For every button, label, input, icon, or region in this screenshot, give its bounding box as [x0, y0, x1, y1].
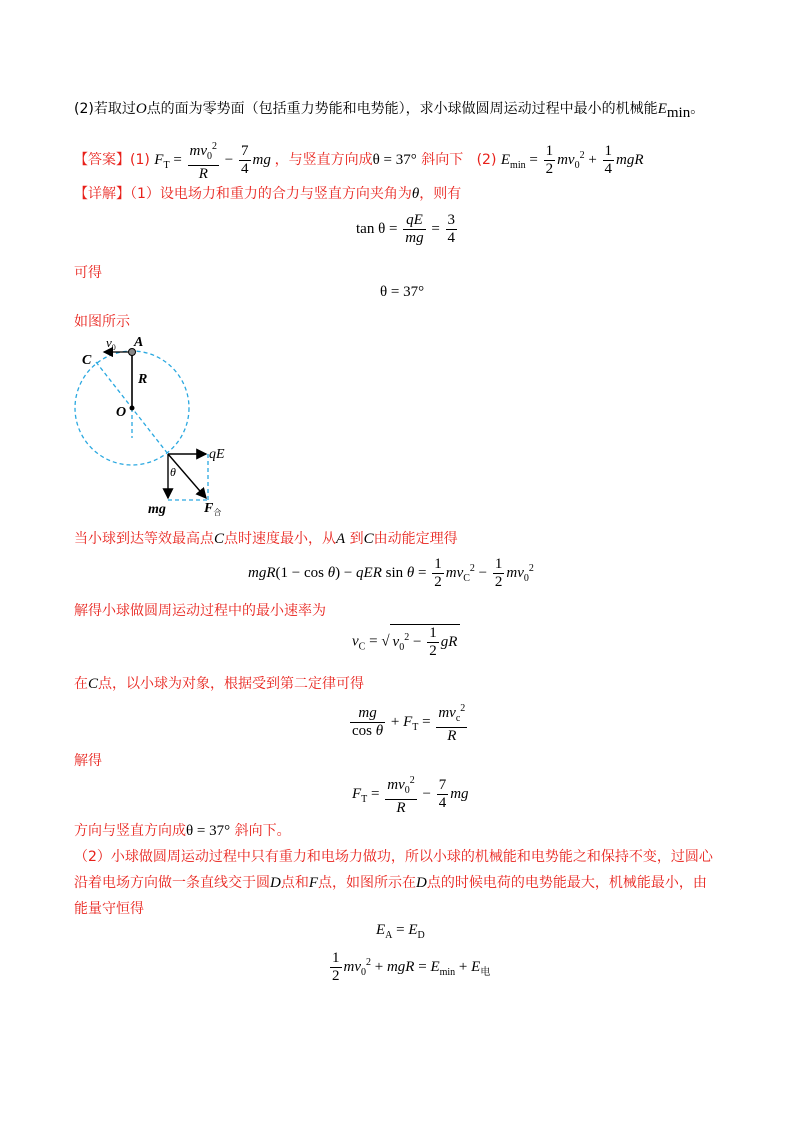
at-C-line: [74, 673, 364, 693]
at-C-C: C: [88, 676, 99, 692]
label-v0: $v_0$: [106, 335, 116, 352]
min-speed-A: A: [336, 531, 346, 547]
part2-line2-d: 点的时候电荷的电势能最大，机械能最小，由: [426, 875, 707, 891]
direction-a: 方向与竖直方向成: [74, 823, 186, 839]
equation-EA-ED: $E_A = E_D$: [376, 922, 425, 941]
part2-line2-F: F: [308, 875, 319, 891]
answer-tag: 【答案】: [74, 151, 130, 168]
point-O: [130, 406, 135, 411]
part2-line2: [74, 872, 707, 892]
detail-intro-theta: θ: [411, 186, 420, 202]
min-speed-C: C: [214, 531, 225, 547]
label-mg: mg: [148, 502, 166, 517]
part2-line2-D2: D: [416, 875, 427, 891]
answer-part1-tail: 斜向下: [421, 151, 464, 168]
part2-line2-b: 点和: [280, 875, 309, 891]
answer-part2-formula: $E_{min}$ = $\frac{1}{2}$ $mv_0^2$ + $\frac{1}{4}$ mgR: [500, 143, 644, 177]
question-point-O: O: [135, 101, 147, 117]
answer-part2-label: (2): [476, 151, 497, 168]
answer-theta-eq: θ = 37°: [372, 151, 417, 168]
label-R: R: [138, 372, 148, 387]
jiede-label: 解得: [74, 753, 102, 769]
at-C-a: 在: [74, 676, 88, 692]
equation-tan: tan θ = $\frac{qE}{mg}$ = $\frac{3}{4}$: [356, 212, 456, 246]
label-O: O: [116, 405, 127, 420]
eq-tan-num1: qE: [406, 212, 423, 228]
question-symbol-sub: min: [666, 104, 691, 121]
question-end: 。: [690, 101, 705, 117]
min-speed-b: 点时速度最小，从: [224, 531, 337, 547]
eq-tan-num2: 3: [447, 212, 456, 228]
detail-intro: [74, 183, 461, 203]
question-text-a: 若取过: [93, 101, 136, 117]
force-diagram: [66, 330, 236, 520]
answer-part1-formula: $F_T$ = $\frac{mv_0^2}{R}$ − $\frac{7}{4}$ mg: [154, 152, 274, 168]
theta-result: θ = 37°: [380, 284, 425, 300]
min-speed-C2: C: [363, 531, 374, 547]
solve-min-speed: 解得小球做圆周运动过程中的最小速率为: [74, 603, 326, 619]
eq-tan-den2: 4: [447, 230, 456, 246]
question-text-b: 点的面为零势面（包括重力势能和电势能），求小球做圆周运动过程中最小的机械能: [146, 101, 658, 117]
part2-line1: （2）小球做圆周运动过程中只有重力和电场力做功，所以小球的机械能和电势能之和保持不变，过圆心: [74, 849, 713, 865]
eq-tan-den1: mg: [405, 230, 424, 246]
part2-line3: 能量守恒得: [74, 901, 144, 917]
equation-vc: $v_C$ = √ $v_0^2$ − $\frac{1}{2}$ gR: [352, 624, 460, 660]
label-theta: θ: [170, 465, 176, 479]
at-C-b: 点，以小球为对象，根据受到第二定律可得: [98, 676, 365, 692]
question-line: [74, 98, 704, 122]
detail-intro-text: （1）设电场力和重力的合力与竖直方向夹角为: [130, 186, 412, 202]
detail-tag: 【详解】: [74, 186, 130, 202]
answer-part1-text: ，与竖直方向成: [274, 151, 373, 168]
direction-line: [74, 820, 291, 840]
direction-theta: θ = 37°: [186, 823, 231, 839]
label-A: A: [134, 335, 144, 350]
label-F: $F_合$: [204, 501, 222, 517]
part2-line2-a: 沿着电场方向做一条直线交于圆: [74, 875, 270, 891]
detail-intro-tail: ，则有: [419, 186, 462, 202]
answer-line: [74, 138, 644, 183]
eq-tan-lhs: tan θ =: [356, 220, 398, 237]
min-speed-a: 当小球到达等效最高点: [74, 531, 214, 547]
part2-line2-c: 点，如图所示在: [318, 875, 417, 891]
label-qE: qE: [209, 447, 225, 462]
equation-FT: $F_T$ = $\frac{mv_0^2}{R}$ − $\frac{7}{4}$ mg: [352, 772, 469, 817]
part2-line2-D: D: [270, 875, 281, 891]
equation-newton: $\frac{mg}{\text{cos θ}}$ + $F_T$ = $\frac{mv_c^2}{R}$: [348, 700, 469, 745]
answer-part1-label: (1): [130, 151, 150, 168]
direction-b: 斜向下。: [234, 823, 291, 839]
question-label: (2): [74, 101, 94, 117]
rutu-label: 如图所示: [74, 314, 130, 330]
equation-final-energy: $\frac{1}{2}$ $mv_0^2$ + mgR = $E_{min} + E_电$: [332, 950, 491, 984]
equation-energy: mgR(1 − cos θ) − qER sin θ = $\frac{1}{2}$ $mv_C^2$ − $\frac{1}{2}$ $mv_0^2$: [248, 556, 534, 590]
keyi-label: 可得: [74, 265, 102, 281]
min-speed-d: 由动能定理得: [373, 531, 458, 547]
min-speed-line: [74, 528, 458, 548]
label-C: C: [82, 353, 92, 368]
question-symbol-E: E: [657, 101, 667, 117]
min-speed-c: 到: [349, 531, 364, 547]
